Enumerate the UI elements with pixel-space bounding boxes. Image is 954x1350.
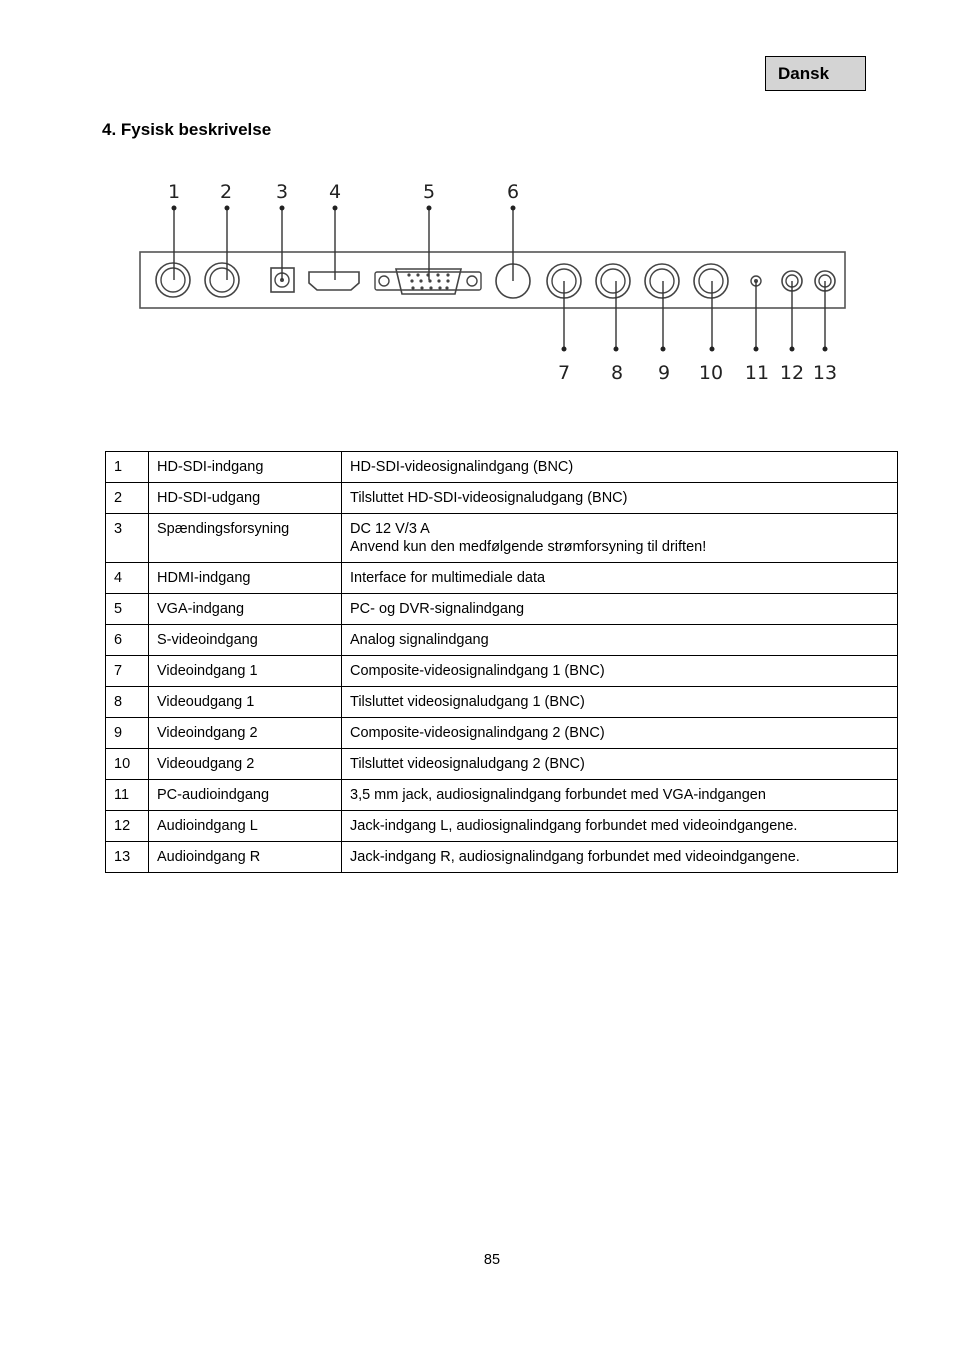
row-number: 3	[106, 514, 149, 563]
table-row	[106, 780, 898, 811]
label-8: 8	[610, 362, 624, 384]
connector-name: Videoudgang 2	[149, 749, 342, 780]
connector-name: VGA-indgang	[149, 594, 342, 625]
connector-name: Audioindgang L	[149, 811, 342, 842]
connector-name: Videoudgang 1	[149, 687, 342, 718]
label-13: 13	[812, 362, 838, 384]
row-number: 4	[106, 563, 149, 594]
label-7: 7	[557, 362, 571, 384]
language-tab: Dansk	[765, 56, 866, 91]
row-number: 6	[106, 625, 149, 656]
section-title: 4. Fysisk beskrivelse	[102, 120, 272, 139]
connector-description	[342, 687, 898, 718]
label-11: 11	[744, 362, 770, 384]
connector-name: HD-SDI-udgang	[149, 483, 342, 514]
top-leader-dots	[172, 206, 516, 211]
description-line: Anvend kun den medfølgende strømforsyning til driften!	[350, 539, 707, 555]
bottom-leader-lines	[564, 281, 825, 349]
description-line: 3,5 mm jack, audiosignalindgang forbundet med VGA-indgangen	[350, 787, 766, 803]
description-line: Composite-videosignalindgang 2 (BNC)	[350, 725, 605, 741]
table-row	[106, 514, 898, 563]
table-row	[106, 687, 898, 718]
connector-description	[342, 718, 898, 749]
connector-description	[342, 749, 898, 780]
connector-description	[342, 656, 898, 687]
connector-name: Spændingsforsyning	[149, 514, 342, 563]
description-line: Jack-indgang R, audiosignalindgang forbundet med videoindgangene.	[350, 849, 800, 865]
bnc-connector-9	[645, 264, 679, 298]
description-line: HD-SDI-videosignalindgang (BNC)	[350, 459, 574, 475]
row-number: 9	[106, 718, 149, 749]
label-3: 3	[275, 181, 289, 203]
row-number: 8	[106, 687, 149, 718]
description-line: PC- og DVR-signalindgang	[350, 601, 525, 617]
table-row	[106, 656, 898, 687]
bnc-connector-1	[156, 263, 190, 297]
description-line: Tilsluttet HD-SDI-videosignaludgang (BNC)	[350, 490, 628, 506]
row-number: 11	[106, 780, 149, 811]
description-line: Tilsluttet videosignaludgang 2 (BNC)	[350, 756, 585, 772]
connector-description	[342, 483, 898, 514]
table-row	[106, 563, 898, 594]
table-row	[106, 842, 898, 873]
connector-name: Videoindgang 2	[149, 718, 342, 749]
connector-description	[342, 514, 898, 563]
row-number: 2	[106, 483, 149, 514]
connector-table	[105, 451, 898, 873]
label-2: 2	[219, 181, 233, 203]
bnc-connector-8	[596, 264, 630, 298]
description-line: Analog signalindgang	[350, 632, 489, 648]
label-10: 10	[698, 362, 724, 384]
bottom-leader-dots	[562, 347, 828, 352]
table-row	[106, 594, 898, 625]
table-row	[106, 483, 898, 514]
description-line: Composite-videosignalindgang 1 (BNC)	[350, 663, 605, 679]
table-row	[106, 811, 898, 842]
connector-description	[342, 594, 898, 625]
description-line: Jack-indgang L, audiosignalindgang forbundet med videoindgangene.	[350, 818, 798, 834]
connector-description	[342, 842, 898, 873]
connector-name: PC-audioindgang	[149, 780, 342, 811]
table-row	[106, 452, 898, 483]
row-number: 12	[106, 811, 149, 842]
row-number: 1	[106, 452, 149, 483]
connector-description	[342, 452, 898, 483]
connector-name: S-videoindgang	[149, 625, 342, 656]
bnc-connector-10	[694, 264, 728, 298]
row-number: 5	[106, 594, 149, 625]
label-12: 12	[779, 362, 805, 384]
vga-port	[375, 269, 481, 294]
bnc-connector-2	[205, 263, 239, 297]
hdmi-port	[309, 272, 359, 290]
table-row	[106, 718, 898, 749]
row-number: 13	[106, 842, 149, 873]
connector-name: HD-SDI-indgang	[149, 452, 342, 483]
top-leader-lines	[174, 208, 513, 281]
label-6: 6	[506, 181, 520, 203]
connector-description	[342, 780, 898, 811]
description-line: Interface for multimediale data	[350, 570, 546, 586]
description-line: DC 12 V/3 A	[350, 521, 430, 537]
connector-description	[342, 625, 898, 656]
connector-name: Videoindgang 1	[149, 656, 342, 687]
connector-description	[342, 811, 898, 842]
label-1: 1	[167, 181, 181, 203]
table-row	[106, 625, 898, 656]
connector-name: HDMI-indgang	[149, 563, 342, 594]
connector-panel-diagram	[0, 0, 954, 400]
connector-name: Audioindgang R	[149, 842, 342, 873]
label-9: 9	[657, 362, 671, 384]
page-number: 85	[483, 1252, 501, 1268]
row-number: 7	[106, 656, 149, 687]
label-4: 4	[328, 181, 342, 203]
description-line: Tilsluttet videosignaludgang 1 (BNC)	[350, 694, 585, 710]
label-5: 5	[422, 181, 436, 203]
row-number: 10	[106, 749, 149, 780]
table-row	[106, 749, 898, 780]
connector-description	[342, 563, 898, 594]
panel-outline	[140, 252, 845, 308]
